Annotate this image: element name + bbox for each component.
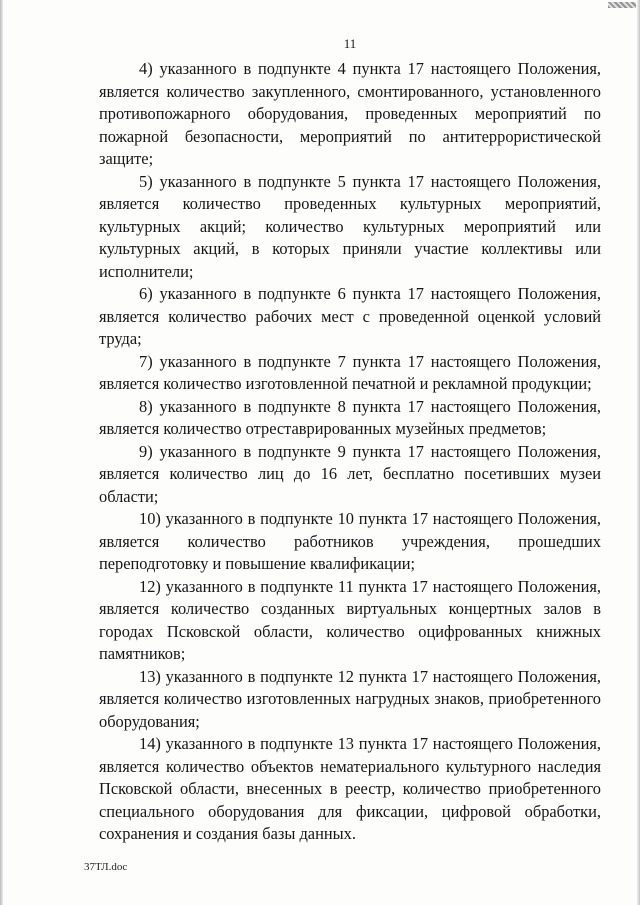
- paragraph-item-10: 10) указанного в подпункте 10 пункта 17 настоящего Положения, является количество работников учреждения, прошедших переподготовку и повышение квалификации;: [99, 509, 601, 573]
- paragraph-item-6: 6) указанного в подпункте 6 пункта 17 настоящего Положения, является количество рабочих мест с проведенной оценкой условий труда;: [99, 284, 601, 348]
- paragraph-item-9: 9) указанного в подпункте 9 пункта 17 настоящего Положения, является количество лиц до 16 лет, бесплатно посетивших музеи области;: [99, 441, 601, 506]
- paragraph-item-13: 13) указанного в подпункте 12 пункта 17 настоящего Положения, является количество изготовленных нагрудных знаков, приобретенного оборудования;: [99, 666, 601, 731]
- file-name-footer: 37ТЛ.doc: [84, 861, 128, 873]
- paragraph-item-14: 14) указанного в подпункте 13 пункта 17 настоящего Положения, является количество объектов нематериального культурного наследия Псковской области, внесенных в реестр, количество приобретенного специального оборудования для фиксации, цифровой обработки, сохранения и создания базы данных.: [99, 734, 601, 843]
- page-number: 11: [343, 36, 357, 51]
- paragraph-item-7: 7) указанного в подпункте 7 пункта 17 настоящего Положения, является количество изготовленной печатной и рекламной продукции;: [99, 351, 601, 393]
- scan-corner-mark: [608, 2, 636, 8]
- paragraph-item-8: 8) указанного в подпункте 8 пункта 17 настоящего Положения, является количество отреставрированных музейных предметов;: [99, 396, 601, 438]
- paragraph-item-12: 12) указанного в подпункте 11 пункта 17 настоящего Положения, является количество созданных виртуальных концертных залов в городах Псковской области, количество оцифрованных книжных памятников;: [99, 576, 601, 663]
- paragraph-item-4: 4) указанного в подпункте 4 пункта 17 настоящего Положения, является количество закупленного, смонтированного, установленного противопожарного оборудования, проведенных мероприятий по пожарной безопасности, мероприятий по антитеррористической защите;: [99, 59, 601, 168]
- scan-edge-left: [0, 0, 3, 905]
- document-body: [99, 58, 601, 846]
- paragraph-item-5: 5) указанного в подпункте 5 пункта 17 настоящего Положения, является количество проведенных культурных мероприятий, культурных акций; количество культурных мероприятий или культурных акций, в которых приняли участие коллективы или исполнители;: [99, 171, 601, 281]
